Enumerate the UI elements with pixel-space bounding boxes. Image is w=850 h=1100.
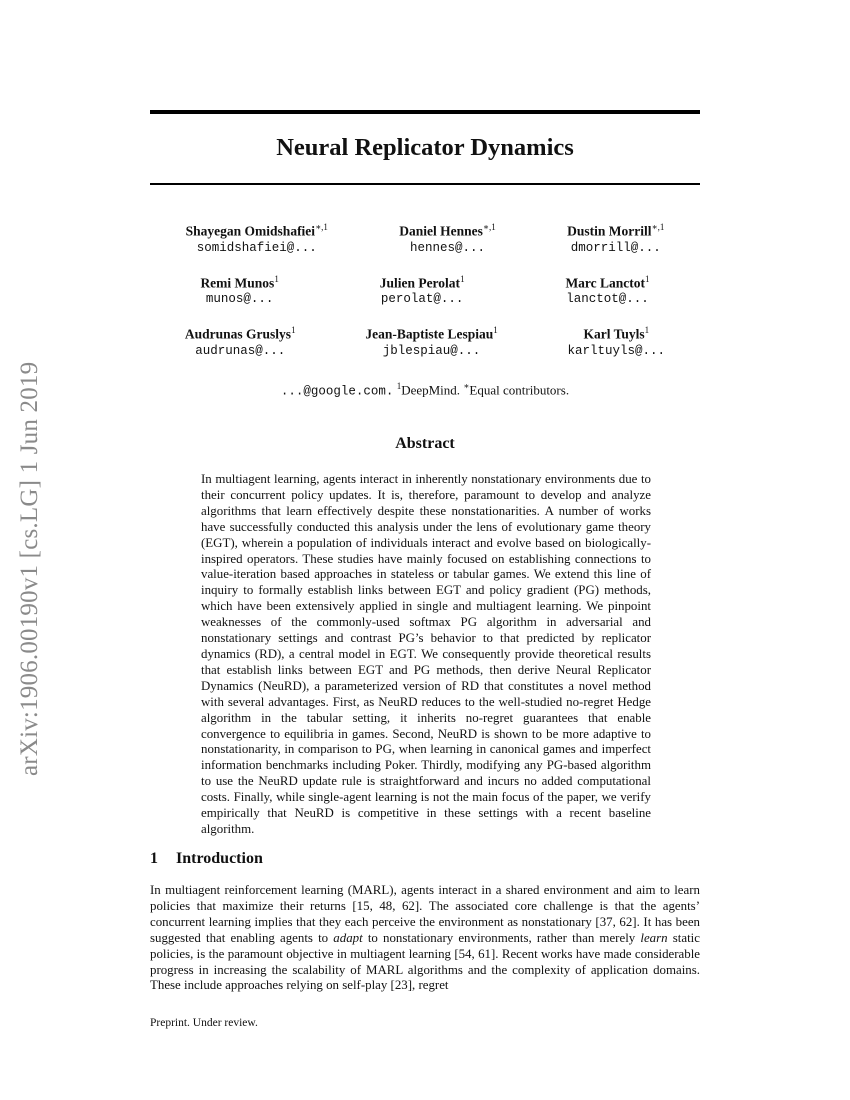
emphasis-adapt: adapt [333,930,363,945]
author-name: Marc Lanctot$^1$ [565,273,650,290]
arxiv-identifier-stamp: arXiv:1906.00190v1 [cs.LG] 1 Jun 2019 [16,361,43,776]
author-email: lanctot@... [566,292,649,306]
author-email: munos@... [205,292,274,306]
email-domain: ...@google.com. [280,384,394,399]
author-row [150,271,700,309]
author-name: Shayegan Omidshafiei$^{∗,1}$ [185,222,328,239]
author-email: karltuyls@... [567,343,666,358]
author-entry [365,322,497,360]
title-top-rule [150,110,700,114]
affiliation-mark: 1 [645,273,650,284]
author-block [150,219,700,374]
affiliation-mark: ∗,1 [482,222,496,232]
author-entry [567,219,664,257]
title-bottom-rule [150,183,700,185]
author-email: somidshafiei@... [196,240,317,255]
introduction-paragraph: In multiagent reinforcement learning (MARL), agents interact in a shared environment and aim to learn policies that maximize their returns [15, 48, 62]. The associated core challenge is that the agents’ concurrent learning implies that they each perceive the environment as nonstationary [37, 62]. It has been suggested that enabling agents to adapt to nonstationary environments, rather than merely learn static policies, is the paramount objective in multiagent learning [54, 61]. Recent works have made considerable progress in increasing the scalability of MARL algorithms and the complexity of application domains. These include approaches relying on self-play [23], regret [150,883,700,993]
affiliation-line [150,381,700,398]
preprint-footer: Preprint. Under review. [150,1017,258,1029]
author-email: dmorrill@... [570,240,661,255]
author-entry [568,322,666,360]
author-entry [380,271,465,309]
author-email: audrunas@... [195,343,286,358]
paper-title: Neural Replicator Dynamics [276,134,574,161]
affiliation-mark: 1 [274,273,279,284]
author-name: Dustin Morrill$^{∗,1}$ [567,222,665,239]
author-name: Daniel Hennes$^{∗,1}$ [399,222,496,239]
abstract-body: In multiagent learning, agents interact in inherently nonstationary environments due to their concurrent policy updates. It is, therefore, paramount to develop and analyze algorithms that learn effectively despite these nonstationarities. A number of works have successfully conducted this analysis under the lens of evolutionary game theory (EGT), wherein a population of individuals interact and evolve based on biologically-inspired operators. These studies have mainly focused on establishing connections to value-iteration based approaches in stateless or tabular games. We extend this line of inquiry to formally establish links between EGT and policy gradient (PG) methods, which have been extensively applied in single and multiagent learning. We pinpoint weaknesses of the commonly-used softmax PG algorithm in adversarial and nonstationary settings and contrast PG’s behavior to that predicted by replicator dynamics (RD), a central model in EGT. We consequently provide theoretical results that establish links between EGT and PG methods, then derive Neural Replicator Dynamics (NeuRD), a parameterized version of RD that constitutes a novel method with several advantages. First, as NeuRD reduces to the well-studied no-regret Hedge algorithm in the tabular setting, it inherits no-regret guarantees that enable convergence to equilibria in games. Second, NeuRD is shown to be more adaptive to nonstationarity, in comparison to PG, when learning in canonical games and imperfect information benchmarks including Poker. Thirdly, modifying any PG-based algorithm to use the NeuRD update rule is straightforward and incurs no added computational costs. Finally, while single-agent learning is not the main focus of the paper, we verify empirically that NeuRD is competitive in these settings with a recent baseline algorithm. [201,472,651,836]
author-email: jblespiau@... [382,343,481,358]
affiliation-mark: 1 [460,273,465,284]
affiliation-mark: 1 [644,325,650,335]
section-title: Introduction [176,850,263,867]
author-entry [185,322,296,360]
affiliation-mark: 1 [291,325,296,335]
author-email: perolat@... [380,292,464,306]
author-name: Julien Perolat$^1$ [379,273,465,290]
author-name: Audrunas Gruslys$^1$ [184,325,296,342]
section-heading [150,850,263,868]
affiliation-org: DeepMind. [401,382,461,398]
author-row [150,322,700,360]
author-entry [186,219,328,257]
author-entry [565,271,649,309]
affiliation-mark: ∗,1 [315,222,328,232]
affiliation-mark: 1 [493,325,498,335]
abstract-heading: Abstract [395,435,455,452]
equal-contribution-mark: ∗ [463,381,470,391]
author-name: Jean-Baptiste Lespiau$^1$ [365,325,498,342]
author-email: hennes@... [410,240,486,255]
author-row [150,219,700,257]
affiliation-mark: ∗,1 [651,222,665,232]
section-number: 1 [150,850,158,867]
author-entry [399,219,496,257]
author-name: Karl Tuyls$^1$ [583,325,650,342]
affiliation-mark: 1 [396,381,402,391]
emphasis-learn: learn [640,930,668,945]
author-name: Remi Munos$^1$ [200,273,279,290]
equal-contribution-note: Equal contributors. [469,382,570,398]
author-entry [200,271,278,309]
